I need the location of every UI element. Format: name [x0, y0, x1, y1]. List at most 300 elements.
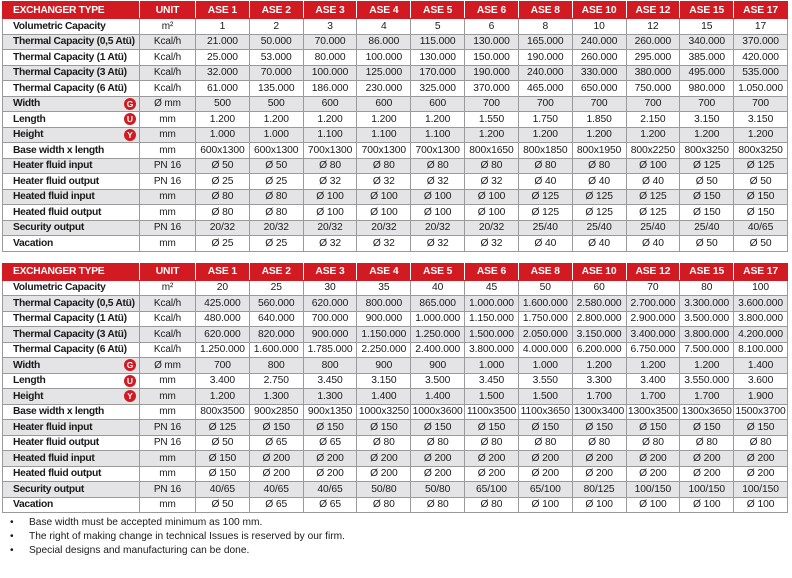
value-cell: 295.000	[626, 50, 680, 66]
value-cell: Ø 25	[249, 236, 303, 252]
value-cell: 800x1850	[518, 143, 572, 159]
value-cell: 900x2850	[249, 404, 303, 420]
value-cell: 700	[196, 358, 250, 374]
value-cell: 170.000	[411, 65, 465, 81]
value-cell: 8.100.000	[734, 342, 788, 358]
table-row	[3, 280, 788, 296]
value-cell: Ø 150	[357, 420, 411, 436]
table-row	[3, 435, 788, 451]
header-exchanger-type: EXCHANGER TYPE	[3, 263, 140, 280]
row-label-text: Heater fluid output	[13, 175, 99, 187]
value-cell: 330.000	[572, 65, 626, 81]
value-cell: Ø 150	[734, 189, 788, 205]
row-label-text: Thermal Capacity (3 Atü)	[13, 67, 127, 79]
value-cell: 1000x3250	[357, 404, 411, 420]
value-cell: 465.000	[518, 81, 572, 97]
value-cell: Ø 50	[680, 174, 734, 190]
value-cell: 1.850	[572, 112, 626, 128]
dimension-marker-icon: U	[124, 113, 136, 125]
value-cell: 1	[196, 19, 250, 35]
value-cell: 3.500	[411, 373, 465, 389]
value-cell: 25/40	[518, 220, 572, 236]
value-cell: 45	[465, 280, 519, 296]
row-label-text: Vacation	[13, 499, 53, 511]
unit-cell: mm	[140, 127, 196, 143]
unit-cell: mm	[140, 112, 196, 128]
unit-cell: mm	[140, 143, 196, 159]
row-label-text: Width	[13, 359, 40, 371]
unit-cell: Kcal/h	[140, 81, 196, 97]
value-cell: Ø 150	[465, 420, 519, 436]
value-cell: Ø 80	[196, 205, 250, 221]
value-cell: 4	[357, 19, 411, 35]
header-ase-1: ASE 1	[196, 263, 250, 280]
value-cell: 1.500	[465, 389, 519, 405]
value-cell: 40/65	[249, 482, 303, 498]
value-cell: 1300x3650	[680, 404, 734, 420]
value-cell: 620.000	[196, 327, 250, 343]
value-cell: Ø 200	[626, 451, 680, 467]
value-cell: 1.700	[626, 389, 680, 405]
value-cell: Ø 100	[680, 497, 734, 513]
table-row	[3, 466, 788, 482]
value-cell: 900.000	[357, 311, 411, 327]
row-label-text: Thermal Capacity (0,5 Atü)	[13, 36, 135, 48]
value-cell: 700	[626, 96, 680, 112]
value-cell: Ø 50	[680, 236, 734, 252]
value-cell: 1.200	[196, 389, 250, 405]
value-cell: 620.000	[303, 296, 357, 312]
value-cell: 240.000	[572, 34, 626, 50]
value-cell: 1.000	[249, 127, 303, 143]
value-cell: 130.000	[411, 50, 465, 66]
value-cell: 70.000	[303, 34, 357, 50]
row-label-text: Thermal Capacity (1 Atü)	[13, 313, 127, 325]
value-cell: Ø 80	[249, 205, 303, 221]
value-cell: 600	[303, 96, 357, 112]
value-cell: Ø 100	[465, 189, 519, 205]
table-row	[3, 127, 788, 143]
value-cell: Ø 125	[626, 189, 680, 205]
value-cell: 40	[411, 280, 465, 296]
header-ase-5: ASE 5	[411, 2, 465, 19]
value-cell: 25/40	[572, 220, 626, 236]
value-cell: Ø 32	[357, 236, 411, 252]
value-cell: 865.000	[411, 296, 465, 312]
unit-cell: PN 16	[140, 158, 196, 174]
value-cell: 100.000	[357, 50, 411, 66]
unit-cell: mm	[140, 451, 196, 467]
value-cell: 12	[626, 19, 680, 35]
value-cell: 600	[411, 96, 465, 112]
value-cell: Ø 200	[357, 451, 411, 467]
row-label-thermal-capacity-0-5-at	[3, 34, 140, 50]
value-cell: 700.000	[303, 311, 357, 327]
value-cell: 700	[572, 96, 626, 112]
value-cell: 1000x3600	[411, 404, 465, 420]
row-label-text: Length	[13, 375, 46, 387]
value-cell: 3.800.000	[465, 342, 519, 358]
value-cell: Ø 125	[572, 189, 626, 205]
value-cell: 1.200	[572, 358, 626, 374]
value-cell: 820.000	[249, 327, 303, 343]
value-cell: 1.000	[518, 358, 572, 374]
value-cell: Ø 80	[411, 158, 465, 174]
value-cell: 17	[734, 19, 788, 35]
value-cell: 600	[357, 96, 411, 112]
value-cell: 535.000	[734, 65, 788, 81]
value-cell: 900x1350	[303, 404, 357, 420]
value-cell: 700x1300	[357, 143, 411, 159]
value-cell: 800.000	[357, 296, 411, 312]
value-cell: 500	[249, 96, 303, 112]
value-cell: Ø 200	[303, 466, 357, 482]
value-cell: 700	[518, 96, 572, 112]
value-cell: 3.450	[465, 373, 519, 389]
unit-cell: mm	[140, 189, 196, 205]
value-cell: 40/65	[303, 482, 357, 498]
value-cell: Ø 80	[357, 435, 411, 451]
value-cell: 600x1300	[249, 143, 303, 159]
value-cell: Ø 125	[626, 205, 680, 221]
value-cell: 1.300	[249, 389, 303, 405]
value-cell: 1.500	[518, 389, 572, 405]
value-cell: Ø 40	[518, 174, 572, 190]
value-cell: 100	[734, 280, 788, 296]
value-cell: 240.000	[518, 65, 572, 81]
row-label-heater-fluid-input	[3, 158, 140, 174]
value-cell: Ø 80	[196, 189, 250, 205]
row-label-text: Heater fluid input	[13, 421, 93, 433]
value-cell: Ø 25	[249, 174, 303, 190]
value-cell: 3.150.000	[572, 327, 626, 343]
header-exchanger-type: EXCHANGER TYPE	[3, 2, 140, 19]
row-label-text: Heater fluid input	[13, 160, 93, 172]
value-cell: Ø 40	[518, 236, 572, 252]
value-cell: 230.000	[357, 81, 411, 97]
value-cell: Ø 150	[411, 420, 465, 436]
value-cell: 900	[357, 358, 411, 374]
value-cell: 3.150	[357, 373, 411, 389]
value-cell: 1.000.000	[411, 311, 465, 327]
header-ase-2: ASE 2	[249, 263, 303, 280]
value-cell: 1.550	[465, 112, 519, 128]
value-cell: 3	[303, 19, 357, 35]
value-cell: 1.050.000	[734, 81, 788, 97]
value-cell: 135.000	[249, 81, 303, 97]
value-cell: Ø 150	[734, 420, 788, 436]
table-row	[3, 451, 788, 467]
value-cell: 3.550.000	[680, 373, 734, 389]
value-cell: 3.300	[572, 373, 626, 389]
row-label-thermal-capacity-6-at	[3, 342, 140, 358]
value-cell: Ø 80	[303, 158, 357, 174]
value-cell: Ø 200	[411, 451, 465, 467]
value-cell: Ø 40	[626, 174, 680, 190]
value-cell: Ø 200	[572, 451, 626, 467]
value-cell: 20	[196, 280, 250, 296]
value-cell: Ø 125	[734, 158, 788, 174]
value-cell: Ø 80	[357, 497, 411, 513]
value-cell: 3.800.000	[680, 327, 734, 343]
value-cell: Ø 50	[196, 497, 250, 513]
table-header-row	[3, 2, 788, 19]
value-cell: 1.750.000	[518, 311, 572, 327]
value-cell: 3.450	[303, 373, 357, 389]
value-cell: 1.250.000	[411, 327, 465, 343]
value-cell: Ø 65	[303, 497, 357, 513]
value-cell: Ø 200	[411, 466, 465, 482]
value-cell: 1.900	[734, 389, 788, 405]
value-cell: 5	[411, 19, 465, 35]
row-label-heater-fluid-output	[3, 174, 140, 190]
header-unit: UNIT	[140, 2, 196, 19]
row-label-text: Length	[13, 113, 46, 125]
value-cell: 1.500.000	[465, 327, 519, 343]
value-cell: 1.200	[680, 127, 734, 143]
header-ase-10: ASE 10	[572, 2, 626, 19]
dimension-marker-icon: G	[124, 359, 136, 371]
value-cell: 495.000	[680, 65, 734, 81]
value-cell: 560.000	[249, 296, 303, 312]
value-cell: 3.600	[734, 373, 788, 389]
value-cell: Ø 200	[680, 466, 734, 482]
value-cell: Ø 200	[518, 466, 572, 482]
row-label-security-output	[3, 220, 140, 236]
value-cell: 70	[626, 280, 680, 296]
value-cell: 800x3500	[196, 404, 250, 420]
value-cell: Ø 40	[572, 174, 626, 190]
value-cell: 1300x3400	[572, 404, 626, 420]
value-cell: Ø 100	[411, 205, 465, 221]
value-cell: Ø 32	[465, 236, 519, 252]
value-cell: 1.100	[411, 127, 465, 143]
table-row	[3, 497, 788, 513]
header-ase-10: ASE 10	[572, 263, 626, 280]
value-cell: 1.200	[357, 112, 411, 128]
footnote: • Base width must be accepted minimum as 100 mm.	[2, 516, 788, 530]
spec-sheet	[2, 1, 788, 558]
value-cell: Ø 100	[303, 205, 357, 221]
value-cell: 6	[465, 19, 519, 35]
value-cell: Ø 100	[572, 497, 626, 513]
value-cell: 1.150.000	[465, 311, 519, 327]
value-cell: 425.000	[196, 296, 250, 312]
value-cell: Ø 200	[465, 466, 519, 482]
value-cell: 130.000	[465, 34, 519, 50]
value-cell: 1.000	[196, 127, 250, 143]
value-cell: Ø 200	[249, 466, 303, 482]
table-row	[3, 373, 788, 389]
value-cell: 3.400	[626, 373, 680, 389]
value-cell: 1.200	[196, 112, 250, 128]
row-label-text: Volumetric Capacity	[13, 282, 106, 294]
table-row	[3, 112, 788, 128]
value-cell: 70.000	[249, 65, 303, 81]
unit-cell: mm	[140, 373, 196, 389]
value-cell: Ø 80	[680, 435, 734, 451]
value-cell: 65/100	[465, 482, 519, 498]
value-cell: 100/150	[680, 482, 734, 498]
value-cell: 800	[249, 358, 303, 374]
table-row	[3, 482, 788, 498]
value-cell: Ø 200	[249, 451, 303, 467]
row-label-volumetric-capacity	[3, 280, 140, 296]
value-cell: Ø 80	[572, 435, 626, 451]
value-cell: 40/65	[734, 220, 788, 236]
value-cell: Ø 80	[518, 435, 572, 451]
value-cell: Ø 80	[411, 435, 465, 451]
value-cell: 700	[734, 96, 788, 112]
value-cell: 800x3250	[734, 143, 788, 159]
table-row	[3, 236, 788, 252]
value-cell: Ø 125	[572, 205, 626, 221]
unit-cell: mm	[140, 236, 196, 252]
row-label-length	[3, 112, 140, 128]
value-cell: 900	[411, 358, 465, 374]
row-label-thermal-capacity-3-at	[3, 65, 140, 81]
value-cell: 1.100	[357, 127, 411, 143]
header-unit: UNIT	[140, 263, 196, 280]
row-label-text: Base width x length	[13, 144, 104, 156]
value-cell: Ø 200	[626, 466, 680, 482]
value-cell: 3.600.000	[734, 296, 788, 312]
value-cell: 1300x3500	[626, 404, 680, 420]
value-cell: Ø 65	[249, 497, 303, 513]
dimension-marker-icon: Y	[124, 129, 136, 141]
value-cell: 50	[518, 280, 572, 296]
unit-cell: mm	[140, 497, 196, 513]
value-cell: 3.400.000	[626, 327, 680, 343]
value-cell: Ø 125	[196, 420, 250, 436]
value-cell: Ø 125	[518, 189, 572, 205]
table-row	[3, 389, 788, 405]
value-cell: 700x1300	[411, 143, 465, 159]
table-row	[3, 189, 788, 205]
value-cell: Ø 150	[572, 420, 626, 436]
value-cell: Ø 125	[518, 205, 572, 221]
value-cell: Ø 150	[680, 420, 734, 436]
value-cell: Ø 100	[303, 189, 357, 205]
unit-cell: mm	[140, 205, 196, 221]
row-label-thermal-capacity-0-5-at	[3, 296, 140, 312]
unit-cell: PN 16	[140, 482, 196, 498]
row-label-text: Base width x length	[13, 406, 104, 418]
value-cell: 1.200	[626, 127, 680, 143]
value-cell: Ø 50	[734, 174, 788, 190]
value-cell: 1.200	[680, 358, 734, 374]
unit-cell: mm	[140, 404, 196, 420]
value-cell: 1.200	[303, 112, 357, 128]
header-ase-17: ASE 17	[734, 2, 788, 19]
row-label-text: Heated fluid input	[13, 452, 95, 464]
value-cell: 3.150	[734, 112, 788, 128]
dimension-marker-icon: U	[124, 375, 136, 387]
value-cell: 800x1950	[572, 143, 626, 159]
footnotes	[2, 516, 788, 558]
value-cell: Ø 80	[626, 435, 680, 451]
value-cell: 35	[357, 280, 411, 296]
value-cell: 61.000	[196, 81, 250, 97]
value-cell: 650.000	[572, 81, 626, 97]
value-cell: Ø 200	[357, 466, 411, 482]
table-row	[3, 143, 788, 159]
value-cell: Ø 200	[734, 466, 788, 482]
header-ase-17: ASE 17	[734, 263, 788, 280]
value-cell: 1.000.000	[465, 296, 519, 312]
row-label-base-width-x-length	[3, 143, 140, 159]
dimension-marker-icon: G	[124, 98, 136, 110]
unit-cell: PN 16	[140, 174, 196, 190]
value-cell: Ø 80	[572, 158, 626, 174]
table-row	[3, 296, 788, 312]
value-cell: Ø 150	[303, 420, 357, 436]
value-cell: 2.900.000	[626, 311, 680, 327]
value-cell: 1.150.000	[357, 327, 411, 343]
value-cell: 10	[572, 19, 626, 35]
value-cell: 1.250.000	[196, 342, 250, 358]
value-cell: Ø 40	[626, 236, 680, 252]
value-cell: 700x1300	[303, 143, 357, 159]
value-cell: Ø 65	[249, 435, 303, 451]
value-cell: Ø 150	[680, 205, 734, 221]
row-label-text: Thermal Capacity (1 Atü)	[13, 51, 127, 63]
row-label-height	[3, 127, 140, 143]
value-cell: 40/65	[196, 482, 250, 498]
row-label-height	[3, 389, 140, 405]
value-cell: 2.700.000	[626, 296, 680, 312]
table-row	[3, 81, 788, 97]
row-label-heated-fluid-input	[3, 189, 140, 205]
unit-cell: Kcal/h	[140, 296, 196, 312]
unit-cell: Kcal/h	[140, 311, 196, 327]
row-label-security-output	[3, 482, 140, 498]
value-cell: Ø 200	[572, 466, 626, 482]
unit-cell: Kcal/h	[140, 65, 196, 81]
row-label-heated-fluid-output	[3, 466, 140, 482]
value-cell: 6.200.000	[572, 342, 626, 358]
value-cell: 86.000	[357, 34, 411, 50]
row-label-vacation	[3, 236, 140, 252]
value-cell: 65/100	[518, 482, 572, 498]
value-cell: Ø 150	[249, 420, 303, 436]
unit-cell: Kcal/h	[140, 327, 196, 343]
unit-cell: PN 16	[140, 420, 196, 436]
value-cell: Ø 150	[680, 189, 734, 205]
value-cell: Ø 80	[411, 497, 465, 513]
value-cell: 20/32	[357, 220, 411, 236]
value-cell: 80/125	[572, 482, 626, 498]
unit-cell: mm	[140, 466, 196, 482]
row-label-heated-fluid-input	[3, 451, 140, 467]
value-cell: 1.750	[518, 112, 572, 128]
value-cell: Ø 125	[680, 158, 734, 174]
value-cell: 186.000	[303, 81, 357, 97]
value-cell: 1.400	[734, 358, 788, 374]
table-row	[3, 404, 788, 420]
value-cell: Ø 32	[303, 236, 357, 252]
header-ase-12: ASE 12	[626, 2, 680, 19]
unit-cell: m²	[140, 19, 196, 35]
value-cell: 480.000	[196, 311, 250, 327]
row-label-text: Vacation	[13, 237, 53, 249]
table-header-row	[3, 263, 788, 280]
value-cell: 260.000	[572, 50, 626, 66]
value-cell: 4.200.000	[734, 327, 788, 343]
value-cell: 4.000.000	[518, 342, 572, 358]
value-cell: Ø 100	[411, 189, 465, 205]
value-cell: Ø 100	[734, 497, 788, 513]
